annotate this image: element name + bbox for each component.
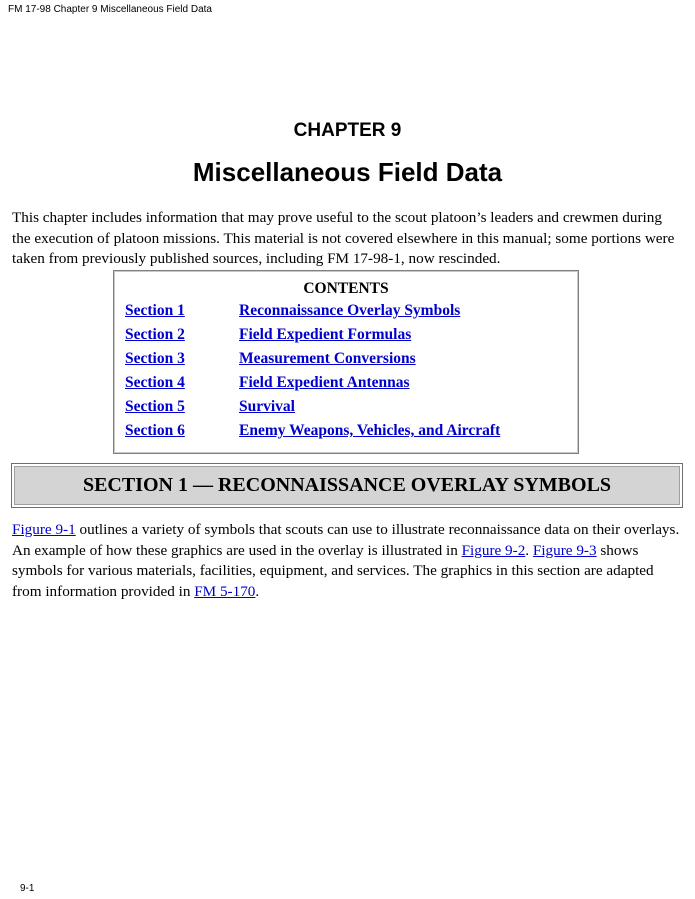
section-1-banner	[11, 463, 683, 508]
toc-row-section-4	[114, 374, 578, 398]
chapter-title: Miscellaneous Field Data	[192, 157, 503, 187]
toc-section-2-title-link[interactable]: Field Expedient Formulas	[239, 326, 412, 343]
paragraph-text-2: .	[525, 541, 533, 559]
toc-row-section-5	[114, 398, 578, 422]
running-head: FM 17-98 Chapter 9 Miscellaneous Field Data	[8, 4, 212, 15]
toc-row-section-6	[114, 422, 578, 446]
toc-section-2-link[interactable]: Section 2	[125, 326, 185, 343]
fm-5-170-link[interactable]: FM 5-170	[194, 582, 256, 600]
figure-9-2-link[interactable]: Figure 9-2	[461, 541, 526, 559]
toc-section-3-title-link[interactable]: Measurement Conversions	[239, 350, 416, 367]
toc-section-5-link[interactable]: Section 5	[125, 398, 185, 415]
toc-section-3-link[interactable]: Section 3	[125, 350, 185, 367]
figure-9-1-link[interactable]: Figure 9-1	[12, 521, 76, 538]
toc-section-4-link[interactable]: Section 4	[125, 374, 185, 391]
toc-row-section-3	[114, 350, 578, 374]
paragraph-text-1: outlines a variety of symbols that scouts can use to illustrate reconnaissance data on their overlays. An example of how these graphics are used in the overlay is illustrated in	[12, 521, 680, 559]
toc-section-4-title-link[interactable]: Field Expedient Antennas	[239, 374, 410, 391]
toc-section-5-title-link[interactable]: Survival	[239, 398, 295, 415]
toc-section-1-link[interactable]: Section 1	[125, 302, 185, 319]
figure-9-3-link[interactable]: Figure 9-3	[532, 541, 597, 559]
toc-section-6-title-link[interactable]: Enemy Weapons, Vehicles, and Aircraft	[239, 422, 501, 439]
page-number: 9-1	[20, 883, 35, 894]
toc-row-section-1	[114, 302, 578, 326]
toc-section-1-title-link[interactable]: Reconnaissance Overlay Symbols	[239, 302, 461, 319]
toc-row-section-2	[114, 326, 578, 350]
section-1-paragraph	[12, 520, 684, 602]
contents-box	[113, 270, 579, 454]
chapter-label: CHAPTER 9	[293, 120, 402, 141]
contents-title: CONTENTS	[303, 280, 389, 297]
toc-section-6-link[interactable]: Section 6	[125, 422, 185, 439]
section-1-heading: SECTION 1 — RECONNAISSANCE OVERLAY SYMBOLS	[82, 474, 612, 496]
paragraph-text-3: shows symbols for various materials, facilities, equipment, and services. The graphics in this section are adapted from information provided in	[12, 541, 654, 600]
paragraph-text-4: .	[255, 582, 260, 600]
intro-paragraph: This chapter includes information that may prove useful to the scout platoon’s leaders and crewmen during the execution of platoon missions. This material is not covered elsewhere in this manual; some portions were taken from previously published sources, including FM 17-98-1, now rescinded.	[12, 209, 675, 267]
